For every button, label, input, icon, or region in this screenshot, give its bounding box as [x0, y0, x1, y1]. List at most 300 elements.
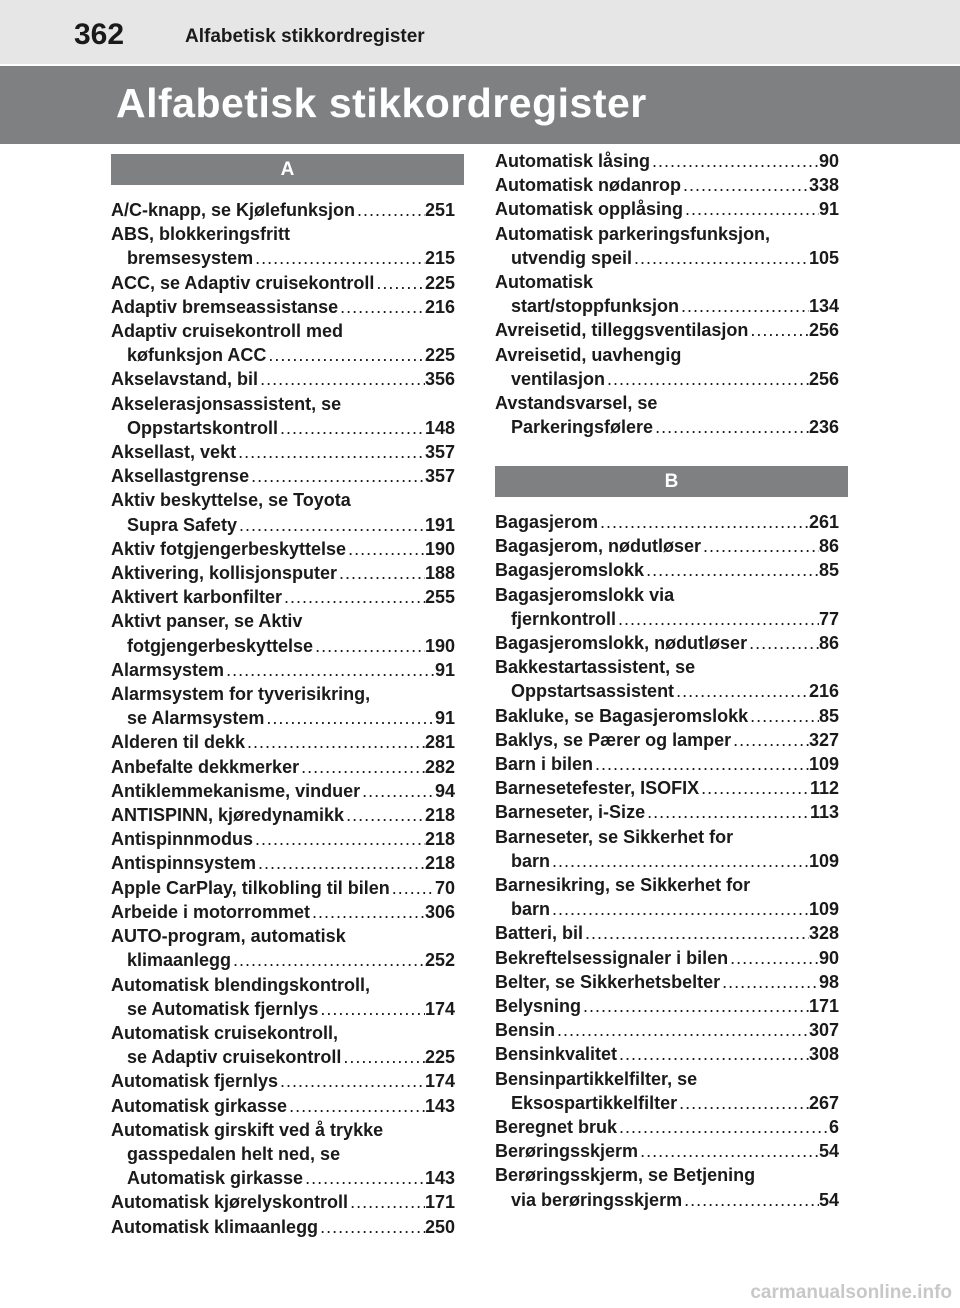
index-entry-line	[495, 1139, 839, 1163]
index-entry-line	[111, 246, 455, 270]
index-entry-line	[495, 655, 839, 679]
index-term: Automatisk blendingskontroll,	[111, 974, 371, 995]
dot-leader	[360, 779, 435, 803]
index-entry-line	[111, 803, 455, 827]
index-entry-line	[495, 752, 839, 776]
dot-leader	[593, 752, 809, 776]
dot-leader	[278, 416, 425, 440]
index-entry-line	[111, 585, 455, 609]
index-page-ref: 171	[808, 996, 839, 1017]
dot-leader	[237, 513, 425, 537]
dot-leader	[318, 1215, 425, 1239]
index-entry-line	[111, 851, 455, 875]
index-entry-line	[495, 583, 839, 607]
index-entry-line	[111, 730, 455, 754]
index-entry	[495, 825, 839, 873]
index-term: Bakkestartassistent, se	[495, 657, 696, 678]
index-entry	[495, 752, 839, 776]
index-term: Aktivering, kollisjonsputer	[111, 563, 338, 584]
index-page-ref: 91	[818, 199, 839, 220]
dot-leader	[679, 294, 809, 318]
index-page-ref: 357	[424, 466, 455, 487]
index-entry-line	[111, 222, 455, 246]
index-entry	[495, 655, 839, 703]
index-term: Barnesikring, se Sikkerhet for	[495, 875, 751, 896]
index-term: Antispinnmodus	[111, 829, 253, 850]
index-entry	[495, 149, 839, 173]
index-entry	[111, 900, 455, 924]
index-entry-line	[111, 367, 455, 391]
index-entry-line	[111, 343, 455, 367]
index-entry	[111, 779, 455, 803]
index-term: klimaanlegg	[127, 950, 232, 971]
dot-leader	[674, 679, 809, 703]
index-entry	[495, 534, 839, 558]
index-entry-line	[495, 222, 839, 246]
index-entry	[495, 631, 839, 655]
index-entry	[111, 658, 455, 682]
index-column-right-a	[495, 149, 839, 439]
index-entry	[111, 295, 455, 319]
index-term: Automatisk klimaanlegg	[111, 1216, 319, 1237]
index-term: Automatisk låsing	[495, 151, 651, 171]
index-term: Bensinpartikkelfilter, se	[495, 1068, 698, 1089]
index-page-ref: 134	[808, 296, 839, 317]
index-entry-line	[495, 415, 839, 439]
index-entry-line	[111, 440, 455, 464]
index-entry-line	[111, 1166, 455, 1190]
index-page-ref: 267	[808, 1092, 839, 1113]
index-page-ref: 109	[808, 754, 839, 775]
index-page-ref: 218	[424, 805, 455, 826]
index-page-ref: 252	[424, 950, 455, 971]
index-page-ref: 148	[424, 417, 455, 438]
index-entry-line	[495, 704, 839, 728]
dot-leader	[681, 173, 809, 197]
index-page-ref: 216	[424, 296, 455, 317]
dot-leader	[344, 803, 425, 827]
index-entry-line	[495, 1188, 839, 1212]
index-entry	[495, 197, 839, 221]
index-entry-line	[495, 197, 839, 221]
dot-leader	[720, 970, 819, 994]
index-entry-line	[111, 198, 455, 222]
index-term: utvendig speil	[511, 247, 633, 268]
index-entry-line	[111, 416, 455, 440]
index-page-ref: 327	[808, 729, 839, 750]
index-entry	[111, 682, 455, 730]
index-page-ref: 109	[808, 899, 839, 920]
index-entry-line	[495, 1091, 839, 1115]
index-term: Baklys, se Pærer og lamper	[495, 729, 732, 750]
index-entry-line	[495, 294, 839, 318]
index-term: start/stoppfunksjon	[511, 296, 680, 317]
index-column-left	[111, 198, 455, 1239]
index-entry	[111, 973, 455, 1021]
dot-leader	[341, 1045, 425, 1069]
index-term: Automatisk girkasse	[111, 1095, 288, 1116]
index-entry	[495, 1163, 839, 1211]
index-entry	[495, 558, 839, 582]
index-entry	[111, 755, 455, 779]
index-term: Bagasjeromslokk, nødutløser	[495, 633, 748, 654]
index-entry	[111, 271, 455, 295]
index-page-ref: 77	[818, 608, 839, 629]
index-entry-line	[111, 827, 455, 851]
index-page-ref: 91	[434, 659, 455, 680]
watermark: carmanualsonline.info	[750, 1282, 952, 1303]
index-term: Automatisk opplåsing	[495, 199, 684, 220]
index-entry	[495, 970, 839, 994]
index-page-ref: 218	[424, 853, 455, 874]
index-term: A/C-knapp, se Kjølefunksjon	[111, 200, 356, 220]
index-entry-line	[111, 1142, 455, 1166]
index-entry-line	[111, 1190, 455, 1214]
dot-leader	[550, 897, 809, 921]
index-page-ref: 143	[424, 1168, 455, 1189]
index-entry-line	[495, 825, 839, 849]
dot-leader	[299, 755, 425, 779]
index-term: Bensin	[495, 1020, 556, 1041]
dot-leader	[731, 728, 809, 752]
dot-leader	[644, 558, 819, 582]
index-page-ref: 190	[424, 538, 455, 559]
index-entry-line	[111, 948, 455, 972]
index-term: Oppstartskontroll	[127, 417, 279, 438]
index-term: Beregnet bruk	[495, 1117, 618, 1138]
index-page-ref: 281	[424, 732, 455, 753]
dot-leader	[231, 948, 425, 972]
index-term: via berøringsskjerm	[511, 1189, 683, 1210]
index-entry	[111, 488, 455, 536]
index-entry-line	[111, 319, 455, 343]
index-page-ref: 225	[424, 1047, 455, 1068]
index-term: Automatisk girskift ved å trykke	[111, 1119, 384, 1140]
index-page-ref: 338	[808, 175, 839, 196]
index-page-ref: 113	[809, 802, 839, 823]
index-term: fjernkontroll	[511, 608, 617, 629]
index-page-ref: 190	[424, 635, 455, 656]
index-term: Arbeide i motorrommet	[111, 901, 311, 922]
index-entry-line	[111, 271, 455, 295]
index-entry-line	[111, 1215, 455, 1239]
index-entry	[495, 270, 839, 318]
index-term: ANTISPINN, kjøredynamikk	[111, 805, 345, 826]
index-entry	[495, 222, 839, 270]
dot-leader	[598, 510, 809, 534]
dot-leader	[310, 900, 425, 924]
index-entry-line	[495, 728, 839, 752]
dot-leader	[282, 585, 425, 609]
index-term: Aksellastgrense	[111, 466, 250, 487]
index-page-ref: 357	[424, 442, 455, 463]
index-entry	[111, 609, 455, 657]
index-term: Bagasjeromslokk	[495, 560, 645, 581]
dot-leader	[683, 197, 819, 221]
index-page-ref: 90	[818, 947, 839, 968]
dot-leader	[236, 440, 425, 464]
index-term: Barn i bilen	[495, 754, 594, 775]
index-entry-line	[495, 631, 839, 655]
index-term: barn	[511, 850, 551, 871]
index-term: se Adaptiv cruisekontroll	[127, 1047, 342, 1068]
index-entry-line	[111, 464, 455, 488]
index-entry-line	[495, 510, 839, 534]
index-entry-line	[111, 682, 455, 706]
dot-leader	[224, 658, 435, 682]
index-page-ref: 250	[424, 1216, 455, 1237]
index-entry-line	[495, 921, 839, 945]
index-page-ref: 86	[818, 633, 839, 654]
dot-leader	[374, 271, 425, 295]
index-page-ref: 109	[808, 850, 839, 871]
index-term: ACC, se Adaptiv cruisekontroll	[111, 272, 375, 293]
index-entry-line	[495, 1067, 839, 1091]
dot-leader	[605, 367, 809, 391]
index-entry	[495, 704, 839, 728]
index-entry-line	[111, 609, 455, 633]
index-entry-line	[495, 246, 839, 270]
index-term: se Alarmsystem	[127, 708, 265, 729]
dot-leader	[677, 1091, 809, 1115]
index-term: Antiklemmekanisme, vinduer	[111, 780, 361, 801]
index-entry	[495, 510, 839, 534]
index-page-ref: 188	[424, 563, 455, 584]
dot-leader	[632, 246, 809, 270]
index-term: AUTO-program, automatisk	[111, 926, 346, 947]
index-page-ref: 70	[434, 877, 455, 898]
index-term: Anbefalte dekkmerker	[111, 756, 300, 777]
index-entry-line	[111, 876, 455, 900]
index-term: Belysning	[495, 996, 582, 1017]
index-entry-line	[111, 1118, 455, 1142]
index-entry	[111, 561, 455, 585]
index-term: Antispinnsystem	[111, 853, 257, 874]
index-page-ref: 328	[808, 923, 839, 944]
index-entry-line	[111, 634, 455, 658]
index-page-ref: 261	[808, 512, 839, 532]
index-entry-line	[111, 973, 455, 997]
index-term: Aktiv fotgjengerbeskyttelse	[111, 538, 347, 559]
index-page-ref: 86	[818, 536, 839, 557]
index-term: se Automatisk fjernlys	[127, 998, 319, 1019]
index-term: Automatisk fjernlys	[111, 1071, 279, 1092]
index-entry-line	[111, 1069, 455, 1093]
index-term: Automatisk cruisekontroll,	[111, 1022, 339, 1043]
index-entry-line	[111, 924, 455, 948]
index-page-ref: 218	[424, 829, 455, 850]
index-entry-line	[111, 513, 455, 537]
index-entry	[495, 800, 839, 824]
index-term: Akselerasjonsassistent, se	[111, 393, 342, 414]
index-term: Aksellast, vekt	[111, 442, 237, 463]
index-term: Bagasjerom	[495, 512, 599, 532]
index-term: Apple CarPlay, tilkobling til bilen	[111, 877, 390, 898]
index-entry-line	[495, 1018, 839, 1042]
index-entry	[111, 392, 455, 440]
index-entry-line	[111, 1045, 455, 1069]
index-entry-line	[495, 391, 839, 415]
index-column-right-b	[495, 510, 839, 1212]
index-term: Parkeringsfølere	[511, 417, 654, 438]
index-term: Alarmsystem for tyverisikring,	[111, 684, 371, 705]
index-entry	[111, 924, 455, 972]
dot-leader	[616, 607, 819, 631]
index-page-ref: 85	[818, 560, 839, 581]
dot-leader	[318, 997, 425, 1021]
dot-leader	[245, 730, 425, 754]
index-term: gasspedalen helt ned, se	[127, 1143, 341, 1164]
index-entry	[495, 1042, 839, 1066]
dot-leader	[287, 1094, 425, 1118]
index-entry-line	[495, 946, 839, 970]
dot-leader	[682, 1188, 819, 1212]
index-entry	[495, 1115, 839, 1139]
index-term: Belter, se Sikkerhetsbelter	[495, 971, 721, 992]
index-page-ref: 174	[424, 1071, 455, 1092]
dot-leader	[390, 876, 435, 900]
index-term: ventilasjon	[511, 368, 606, 389]
running-title: Alfabetisk stikkordregister	[185, 26, 425, 47]
dot-leader	[355, 198, 425, 222]
index-term: Berøringsskjerm	[495, 1141, 639, 1162]
index-entry	[111, 222, 455, 270]
index-term: Alarmsystem	[111, 659, 225, 680]
index-page-ref: 143	[424, 1095, 455, 1116]
index-entry	[495, 1139, 839, 1163]
index-page-ref: 356	[424, 369, 455, 390]
index-page-ref: 54	[818, 1189, 839, 1210]
index-term: Bensinkvalitet	[495, 1044, 618, 1065]
index-entry-line	[495, 970, 839, 994]
index-entry-line	[495, 1115, 839, 1139]
index-page-ref: 215	[424, 248, 455, 269]
index-entry	[495, 921, 839, 945]
index-term: fotgjengerbeskyttelse	[127, 635, 314, 656]
dot-leader	[617, 1042, 809, 1066]
dot-leader	[266, 343, 425, 367]
index-page-ref: 282	[424, 756, 455, 777]
index-entry	[111, 1021, 455, 1069]
index-entry-line	[111, 392, 455, 416]
dot-leader	[278, 1069, 425, 1093]
index-term: Aktivt panser, se Aktiv	[111, 611, 303, 632]
index-page-ref: 174	[424, 998, 455, 1019]
index-page-ref: 90	[818, 151, 839, 171]
index-entry-line	[495, 800, 839, 824]
index-entry	[111, 585, 455, 609]
index-entry-line	[495, 343, 839, 367]
index-entry-line	[111, 295, 455, 319]
index-entry-line	[111, 706, 455, 730]
index-entry	[111, 876, 455, 900]
index-page-ref: 216	[808, 681, 839, 702]
index-entry	[111, 1190, 455, 1214]
index-entry	[111, 1069, 455, 1093]
index-entry-line	[111, 488, 455, 512]
index-entry-line	[111, 1094, 455, 1118]
index-entry-line	[495, 679, 839, 703]
index-entry-line	[495, 1042, 839, 1066]
index-term: Aktiv beskyttelse, se Toyota	[111, 490, 351, 511]
index-term: Alderen til dekk	[111, 732, 246, 753]
index-entry-line	[495, 776, 839, 800]
index-term: Akselavstand, bil	[111, 369, 259, 390]
index-entry-line	[495, 149, 839, 173]
index-entry-line	[495, 849, 839, 873]
index-entry-line	[495, 1163, 839, 1187]
dot-leader	[253, 827, 425, 851]
index-entry	[495, 343, 839, 391]
index-entry-line	[111, 658, 455, 682]
index-page-ref: 112	[809, 778, 839, 799]
dot-leader	[249, 464, 425, 488]
dot-leader	[748, 704, 819, 728]
index-page-ref: 54	[818, 1141, 839, 1162]
index-page-ref: 85	[818, 705, 839, 726]
running-header-bar	[0, 0, 960, 64]
index-term: ABS, blokkeringsfritt	[111, 224, 291, 245]
page-number: 362	[74, 18, 125, 51]
index-term: Automatisk kjørelyskontroll	[111, 1192, 349, 1213]
index-entry	[495, 583, 839, 631]
index-page-ref: 256	[808, 320, 839, 341]
index-page-ref: 225	[424, 345, 455, 366]
index-page-ref: 98	[818, 971, 839, 992]
index-entry-line	[111, 779, 455, 803]
index-entry	[111, 440, 455, 464]
index-entry	[495, 1018, 839, 1042]
index-entry-line	[495, 173, 839, 197]
index-page-ref: 105	[808, 247, 839, 268]
dot-leader	[258, 367, 425, 391]
dot-leader	[555, 1018, 809, 1042]
index-term: Automatisk parkeringsfunksjon,	[495, 223, 771, 244]
index-page-ref: 6	[828, 1117, 839, 1138]
dot-leader	[264, 706, 435, 730]
dot-leader	[653, 415, 809, 439]
dot-leader	[253, 246, 425, 270]
index-term: Barneseter, se Sikkerhet for	[495, 826, 734, 847]
index-term: Adaptiv cruisekontroll med	[111, 321, 344, 342]
index-term: køfunksjon ACC	[127, 345, 267, 366]
index-entry	[111, 537, 455, 561]
index-term: Bagasjeromslokk via	[495, 584, 675, 605]
dot-leader	[638, 1139, 819, 1163]
index-entry	[495, 173, 839, 197]
index-page-ref: 251	[424, 200, 455, 220]
index-entry	[111, 367, 455, 391]
index-entry	[111, 464, 455, 488]
index-term: Avreisetid, tilleggsventilasjon	[495, 320, 749, 341]
dot-leader	[583, 921, 809, 945]
dot-leader	[701, 534, 819, 558]
index-entry	[111, 730, 455, 754]
index-entry	[495, 873, 839, 921]
index-entry	[111, 319, 455, 367]
dot-leader	[303, 1166, 425, 1190]
index-entry-line	[495, 270, 839, 294]
index-term: Adaptiv bremseassistanse	[111, 296, 339, 317]
index-term: Bekreftelsessignaler i bilen	[495, 947, 729, 968]
index-entry	[495, 946, 839, 970]
index-entry	[495, 728, 839, 752]
dot-leader	[256, 851, 425, 875]
section-header-a: A	[111, 154, 464, 185]
index-term: barn	[511, 899, 551, 920]
index-entry	[111, 1215, 455, 1239]
index-term: Aktivert karbonfilter	[111, 587, 283, 608]
